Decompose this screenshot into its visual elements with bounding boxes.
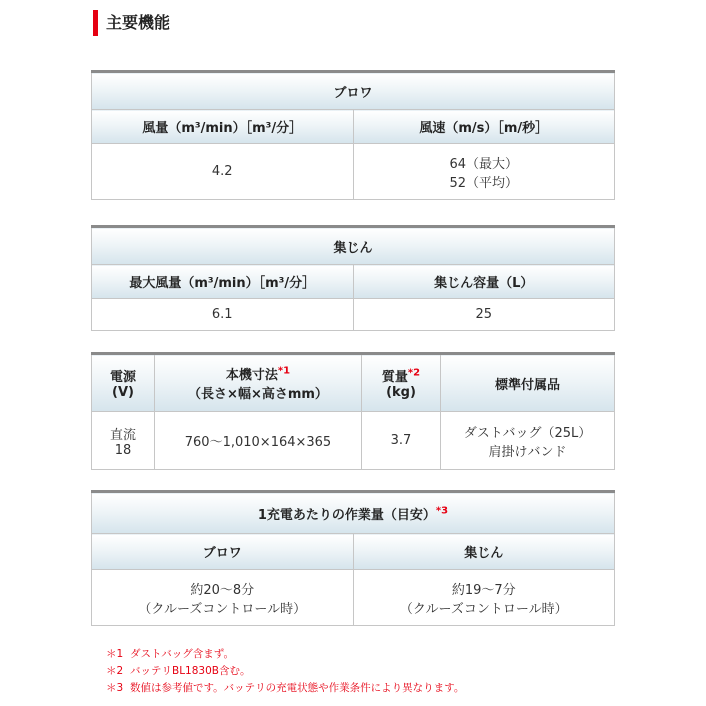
power-header-line2: (V) <box>112 385 134 400</box>
blower-speed-value <box>353 144 615 200</box>
work-blower-header: ブロワ <box>92 534 354 570</box>
work-blower-time: 約20～8分 <box>190 582 255 598</box>
dust-airflow-value: 6.1 <box>92 299 354 331</box>
dust-airflow-header: 最大風量（m³/min）［m³/分］ <box>92 265 354 299</box>
blower-speed-avg: 52（平均） <box>449 175 519 191</box>
work-dust-time: 約19～7分 <box>451 582 516 598</box>
work-footnote-mark: *3 <box>435 505 449 517</box>
dust-capacity-header: 集じん容量（L） <box>353 265 615 299</box>
size-header-line2: （長さ×幅×高さmm） <box>188 387 328 402</box>
accessory-dust-bag: ダストバッグ（25L） <box>463 425 592 441</box>
specs-table <box>91 352 615 470</box>
accessory-shoulder-strap: 肩掛けバンド <box>488 444 567 460</box>
dust-capacity-value: 25 <box>353 299 615 331</box>
mass-header <box>362 354 441 412</box>
blower-airflow-header: 風量（m³/min）［m³/分］ <box>92 110 354 144</box>
blower-speed-header: 風速（m/s）［m/秒］ <box>353 110 615 144</box>
power-value-line2: 18 <box>114 442 132 458</box>
work-blower-value <box>92 570 354 626</box>
work-blower-condition: （クルーズコントロール時） <box>138 601 307 617</box>
work-dust-value <box>353 570 615 626</box>
mass-header-line2: (kg) <box>386 385 416 400</box>
power-header <box>92 354 155 412</box>
power-value-line1: 直流 <box>109 427 136 443</box>
size-value: 760～1,010×164×365 <box>155 412 362 470</box>
mass-header-line1: 質量$^{*2}$ <box>381 367 421 385</box>
blower-speed-max: 64（最大） <box>449 156 519 172</box>
accessories-header: 標準付属品 <box>441 354 615 412</box>
work-table <box>91 490 615 626</box>
mass-value: 3.7 <box>362 412 441 470</box>
blower-title: ブロワ <box>92 72 615 110</box>
power-header-line1: 電源 <box>109 370 136 385</box>
section-heading: 主要機能 <box>93 10 170 36</box>
power-value <box>92 412 155 470</box>
mass-footnote-mark: *2 <box>407 367 421 379</box>
work-dust-header: 集じん <box>353 534 615 570</box>
work-dust-condition: （クルーズコントロール時） <box>399 601 568 617</box>
dust-title: 集じん <box>92 227 615 265</box>
accessories-value <box>441 412 615 470</box>
footnote-2: ＊2 バッテリBL1830B含む。 <box>106 665 251 677</box>
size-header-line1: 本機寸法$^{*1}$ <box>225 365 291 383</box>
footnotes <box>106 646 464 697</box>
dust-table <box>91 225 615 331</box>
footnote-3: ＊3 数値は参考値です。バッテリの充電状態や作業条件により異なります。 <box>106 682 465 694</box>
footnote-1: ＊1 ダストバッグ含まず。 <box>106 648 234 660</box>
size-footnote-mark: *1 <box>277 365 291 377</box>
size-header <box>155 354 362 412</box>
work-title: 1充電あたりの作業量（目安）$^{*3}$ <box>92 492 615 534</box>
blower-airflow-value: 4.2 <box>92 144 354 200</box>
blower-table <box>91 70 615 200</box>
